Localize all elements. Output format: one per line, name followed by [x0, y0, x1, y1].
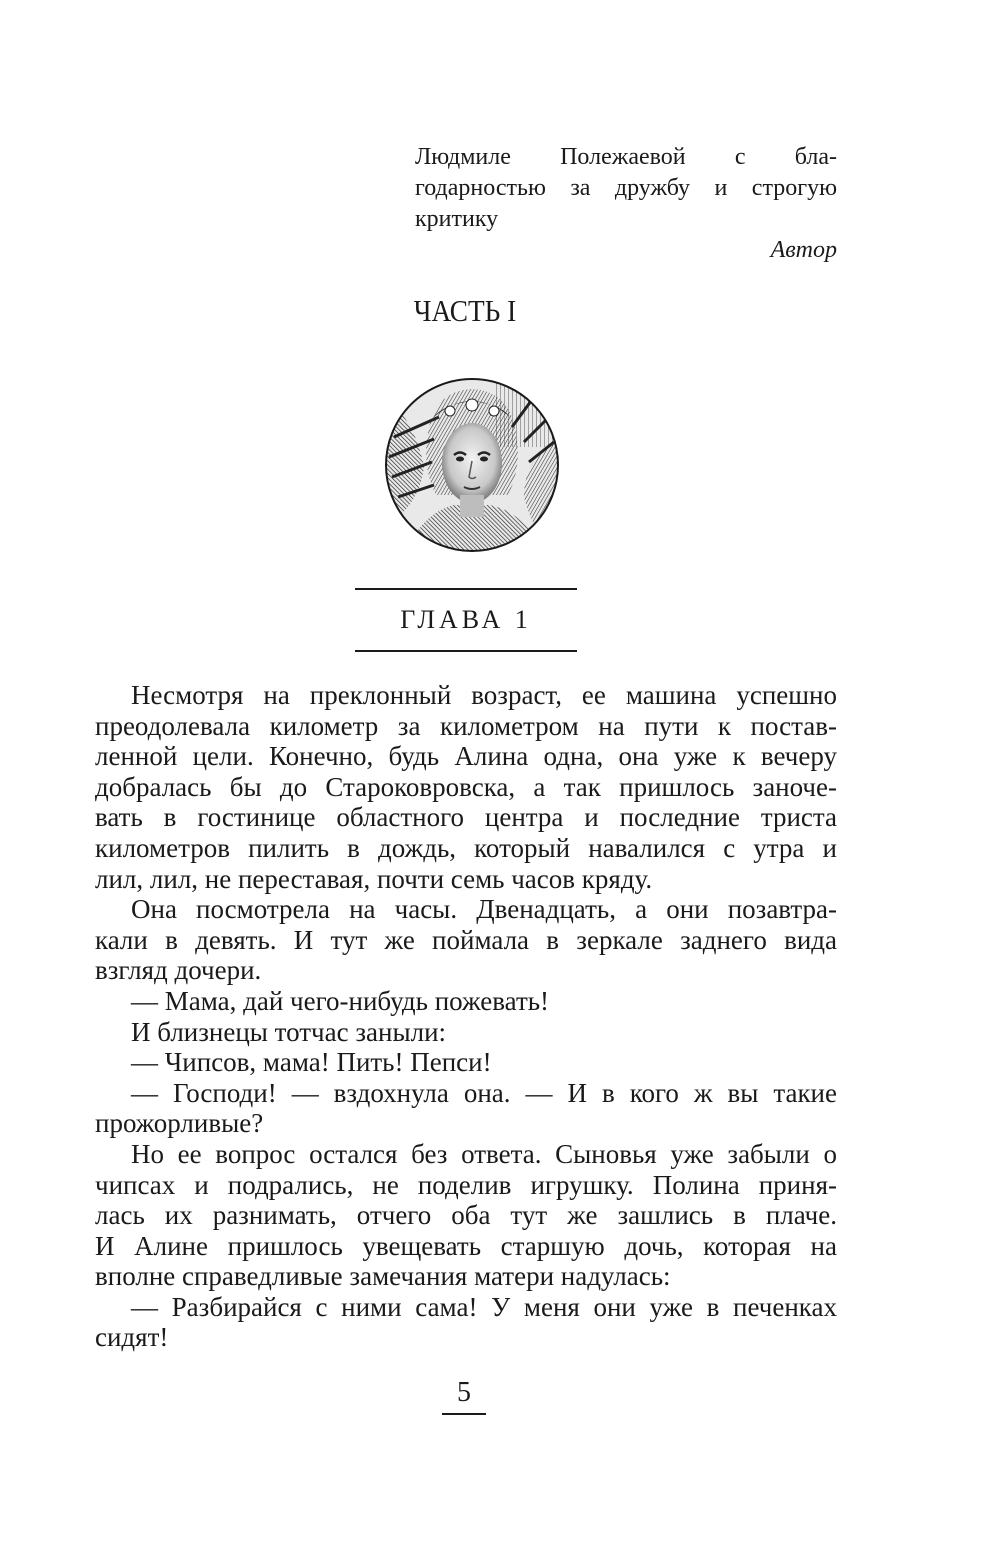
body-line: ленной цели. Конечно, будь Алина одна, она уже к вечеру — [95, 741, 837, 772]
body-line: — Чипсов, мама! Пить! Пепси! — [131, 1047, 492, 1078]
page-number: 5 — [457, 1377, 471, 1408]
body-line: — Мама, дай чего-нибудь пожевать! — [131, 985, 550, 1016]
portrait-vignette-icon — [384, 377, 560, 553]
body-line: И Алине пришлось увещевать старшую дочь, которая на — [95, 1230, 837, 1261]
dedication-line: Людмиле Полежаевой с бла- — [415, 144, 837, 170]
body-line: прожорливые? — [95, 1108, 264, 1139]
body-line: взгляд дочери. — [95, 955, 262, 986]
body-line: Но ее вопрос остался без ответа. Сыновья уже забыли о — [131, 1138, 837, 1169]
body-line: чипсах и подрались, не поделив игрушку. Полина приня- — [95, 1169, 837, 1200]
dedication-line: годарностью за дружбу и строгую — [415, 175, 837, 201]
dedication-line: критику — [415, 206, 499, 232]
body-line: добралась бы до Староковровска, а так пришлось заноче- — [95, 771, 837, 802]
chapter-body — [95, 680, 837, 1353]
body-line: И близнецы тотчас заныли: — [131, 1016, 447, 1047]
part-title: ЧАСТЬ I — [413, 293, 517, 328]
dedication — [415, 142, 837, 266]
body-line: вать в гостинице областного центра и последние триста — [95, 802, 837, 833]
body-line: километров пилить в дождь, который навалился с утра и — [95, 832, 837, 863]
body-line: — Господи! — вздохнула она. — И в кого ж вы такие — [131, 1077, 837, 1108]
chapter-title: ГЛАВА 1 — [400, 605, 532, 634]
body-line: Она посмотрела на часы. Двенадцать, а они позавтра- — [131, 894, 837, 925]
body-line: лась их разнимать, отчего оба тут же зашлись в плаче. — [95, 1200, 837, 1231]
body-line: преодолевала километр за километром на пути к постав- — [95, 710, 837, 741]
body-line: вполне справедливые замечания матери надулась: — [95, 1261, 671, 1292]
page-number-rule — [442, 1413, 486, 1415]
dedication-signature: Автор — [770, 237, 837, 263]
chapter-rule-top — [355, 588, 577, 590]
body-line: — Разбирайся с ними сама! У меня они уже в печенках — [131, 1291, 837, 1322]
body-line: кали в девять. И тут же поймала в зеркале заднего вида — [95, 924, 837, 955]
body-line: Несмотря на преклонный возраст, ее машина успешно — [131, 680, 837, 710]
body-line: сидят! — [95, 1322, 169, 1353]
chapter-rule-bottom — [355, 650, 577, 652]
body-line: лил, лил, не переставая, почти семь часов кряду. — [95, 863, 653, 894]
